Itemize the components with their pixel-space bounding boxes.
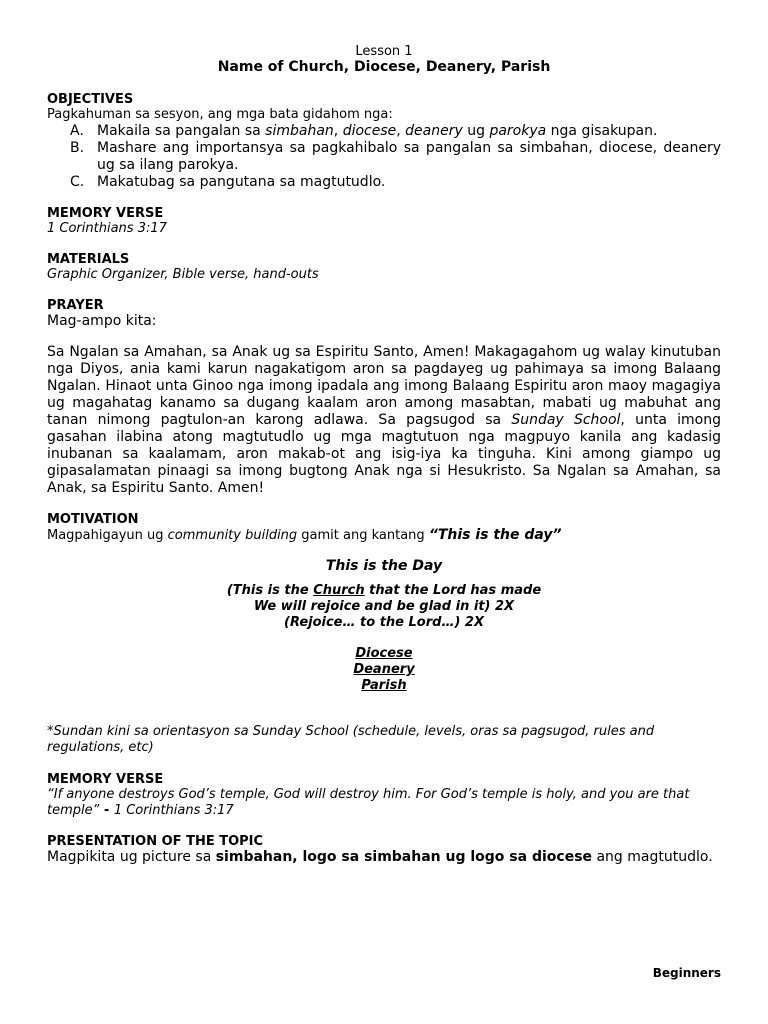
motivation-text: Magpahigayun ug community building gamit ang kantang “This is the day” [47,527,562,543]
alternate-deanery: Deanery [353,662,415,677]
objective-marker: A. [70,123,84,139]
lesson-title: Name of Church, Diocese, Deanery, Parish [217,59,551,75]
lesson-number: Lesson 1 [355,44,413,59]
alternate-diocese: Diocese [355,646,413,661]
prayer-heading: PRAYER [47,298,104,313]
song-line: We will rejoice and be glad in it) 2X [253,599,515,614]
presentation-section [47,834,721,866]
objectives-intro: Pagkahuman sa sesyon, ang mga bata gidahom nga: [47,107,393,122]
objective-item: B. Mashare ang importansya sa pagkahibalo sa pangalan sa simbahan, diocese, deanery ug sa ilang parokya. [70,140,721,173]
prayer-section [47,298,721,497]
memory-verse-quote: “If anyone destroys God’s temple, God will destroy him. For God’s temple is holy, and you are that temple” - 1 Corinthians 3:17 [47,787,690,818]
song-block [47,558,721,694]
song-title: This is the Day [325,558,443,574]
memory-verse-full-section [47,772,721,819]
song-alternates [47,646,721,694]
objective-marker: B. [70,140,85,156]
objectives-section [47,92,721,191]
alternate-parish: Parish [361,678,407,693]
song-line: (This is the Church that the Lord has made [226,583,542,598]
memory-verse-heading: MEMORY VERSE [47,772,164,787]
memory-verse-section [47,206,721,237]
motivation-section [47,512,721,544]
objective-item: C. Makatubag sa pangutana sa magtutudlo. [70,174,386,190]
objective-marker: C. [70,174,85,190]
objectives-heading: OBJECTIVES [47,92,134,107]
memory-verse-reference: 1 Corinthians 3:17 [47,221,167,236]
objective-item: A. Makaila sa pangalan sa simbahan, diocese, deanery ug parokya nga gisakupan. [70,123,658,139]
materials-heading: MATERIALS [47,252,130,267]
presentation-text: Magpikita ug picture sa simbahan, logo sa simbahan ug logo sa diocese ang magtutudlo. [47,849,713,865]
prayer-text: Sa Ngalan sa Amahan, sa Anak ug sa Espiritu Santo, Amen! Makagagahom ug walay kinutuban nga Diyos, ania kami karun nagakatigom aron sa pagdayeg ug pahimaya sa imong Balaang Ngalan. Hinaot unta Ginoo nga imong ipadala ang imong Balaang Espiritu aron maoy magagiya ug magahatag kanamo sa dugang kaalam aron among masabtan, mabati ug mabuhat ang tanan nimong pagtulon-an karong adlawa. Sa pagsugod sa Sunday School, unta imong gasahan ilabina atong magtutudlo ug mga magtutuon nga magpuyo kanila ang kadasig inubanan sa kaalamam, aron makab-ot ang isig-iya ka tinguha. Kini among giampo ug gipasalamatan pinaagi sa imong bugtong Anak nga si Hesukristo. Sa Ngalan sa Amahan, sa Anak, sa Espiritu Santo. Amen! [47,344,721,496]
presentation-heading: PRESENTATION OF THE TOPIC [47,834,264,849]
document-page [47,44,721,866]
materials-text: Graphic Organizer, Bible verse, hand-outs [47,267,319,282]
memory-verse-heading: MEMORY VERSE [47,206,164,221]
materials-section [47,252,721,283]
prayer-intro: Mag-ampo kita: [47,313,157,329]
song-line: (Rejoice… to the Lord…) 2X [284,615,484,630]
motivation-heading: MOTIVATION [47,512,139,527]
footer-level-label: Beginners [652,966,721,980]
orientation-note: *Sundan kini sa orientasyon sa Sunday School (schedule, levels, oras sa pagsugod, rules and regulations, etc) [47,724,655,755]
objectives-list [47,123,721,191]
song-lyrics [47,583,721,631]
